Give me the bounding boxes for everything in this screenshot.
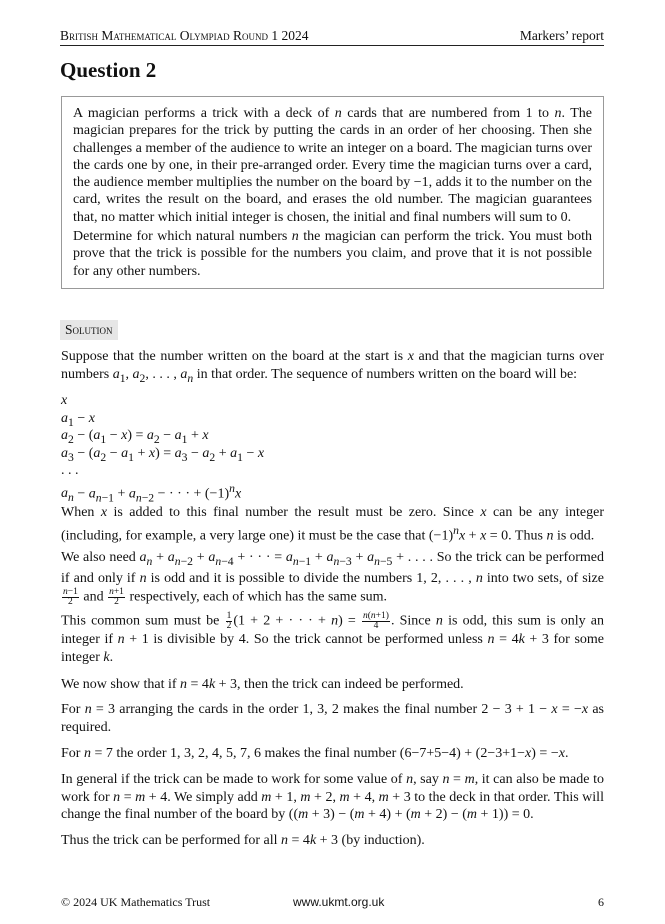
- sequence-line: $a_3 - (a_2 - a_1 + x) = a_3 - a_2 + a_1 - x$: [61, 445, 265, 464]
- paragraph-show: We now show that if n = 4k + 3, then the trick can indeed be performed.: [61, 677, 464, 692]
- solution-label: Solution: [60, 320, 118, 340]
- paragraph-odd: When x is added to this final number the result must be zero. Since x can be any integer (including, for example, a very large one) it must be the case that $(-1)^nx + x = 0$. Thus n is odd.: [61, 505, 604, 544]
- board-sequence: [61, 392, 265, 504]
- footer-url[interactable]: www.ukmt.org.uk: [293, 895, 385, 909]
- sequence-line: $a_1 - x$: [61, 410, 95, 429]
- solution-intro: Suppose that the number written on the board at the start is x and that the magician turns over numbers $a_1$, $a_2$, . . . , $a_n$ in that order. The sequence of numbers written on the board will be:: [61, 349, 604, 385]
- paragraph-n7: For n = 7 the order 1, 3, 2, 4, 5, 7, 6 makes the final number (6−7+5−4) + (2−3+1−x) = −x.: [61, 746, 569, 761]
- sequence-line: x: [61, 393, 68, 408]
- page-number: 6: [598, 895, 604, 909]
- problem-statement: A magician performs a trick with a deck of n cards that are numbered from 1 to n. The magician prepares for the trick by putting the cards in an order of her choosing. Then she challenges a member of the audience to write an integer on a board. The magician turns over the cards one by one, in their pre-arranged order. Every time the magician turns over a card, the audience member multiplies the number on the board by −1, adds it to the number on the card, writes the result on the board, and erases the old number. The magician guarantees that, no matter which initial integer is chosen, the initial and final numbers will sum to 0.: [73, 106, 592, 225]
- paragraph-sum: This common sum must be $\frac{1}{2}$ (1 + 2 + · · · + n) = $\frac{n(n+1)}{4}$ . Since n is odd, this sum is only an integer if n + 1 is divisible by 4. So the trick cannot be performed unless n = 4k + 3 for some integer k.: [61, 611, 605, 665]
- header-rule: [60, 45, 604, 46]
- paragraph-conclusion: Thus the trick can be performed for all n = 4k + 3 (by induction).: [61, 833, 425, 848]
- problem-task: Determine for which natural numbers n the magician can perform the trick. You must both prove that the trick is possible for the numbers you claim, and prove that it is not possible for any other numbers.: [73, 229, 592, 279]
- header-report-label: Markers’ report: [519, 28, 604, 43]
- page-header: [60, 28, 604, 44]
- paragraph-n3: For n = 3 arranging the cards in the order 1, 3, 2 makes the final number 2 − 3 + 1 − x = −x as required.: [61, 702, 605, 735]
- question-title: Question 2: [60, 58, 157, 82]
- sequence-line: $a_n - a_{n-1} + a_{n-2}$ − · · · + $(-1)^nx$: [61, 481, 242, 504]
- paragraph-sets: We also need $a_n + a_{n-2} + a_{n-4}$ + · · · = $a_{n-1} + a_{n-3} + a_{n-5}$ + . . . . So the trick can be performed if and only if n is odd and it is possible to divide the numbers 1, 2, . . . , n into two sets, of size $\frac{n-1}{2}$ and $\frac{n+1}{2}$ respectively, each of which has the same sum.: [61, 550, 604, 607]
- header-title: British Mathematical Olympiad Round 1 2024: [60, 28, 309, 43]
- sequence-line: $a_2 - (a_1 - x) = a_2 - a_1 + x$: [61, 428, 209, 446]
- paragraph-general: In general if the trick can be made to work for some value of n, say n = m, it can also be made to work for n = m + 4. We simply add m + 1, m + 2, m + 4, m + 3 to the deck in that order. This will change the final number of the board by ((m + 3) − (m + 4) + (m + 2) − (m + 1)) = 0.: [61, 772, 604, 822]
- sequence-line: . . .: [61, 463, 79, 478]
- problem-box: [61, 96, 604, 289]
- footer-copyright: © 2024 UK Mathematics Trust: [61, 895, 211, 909]
